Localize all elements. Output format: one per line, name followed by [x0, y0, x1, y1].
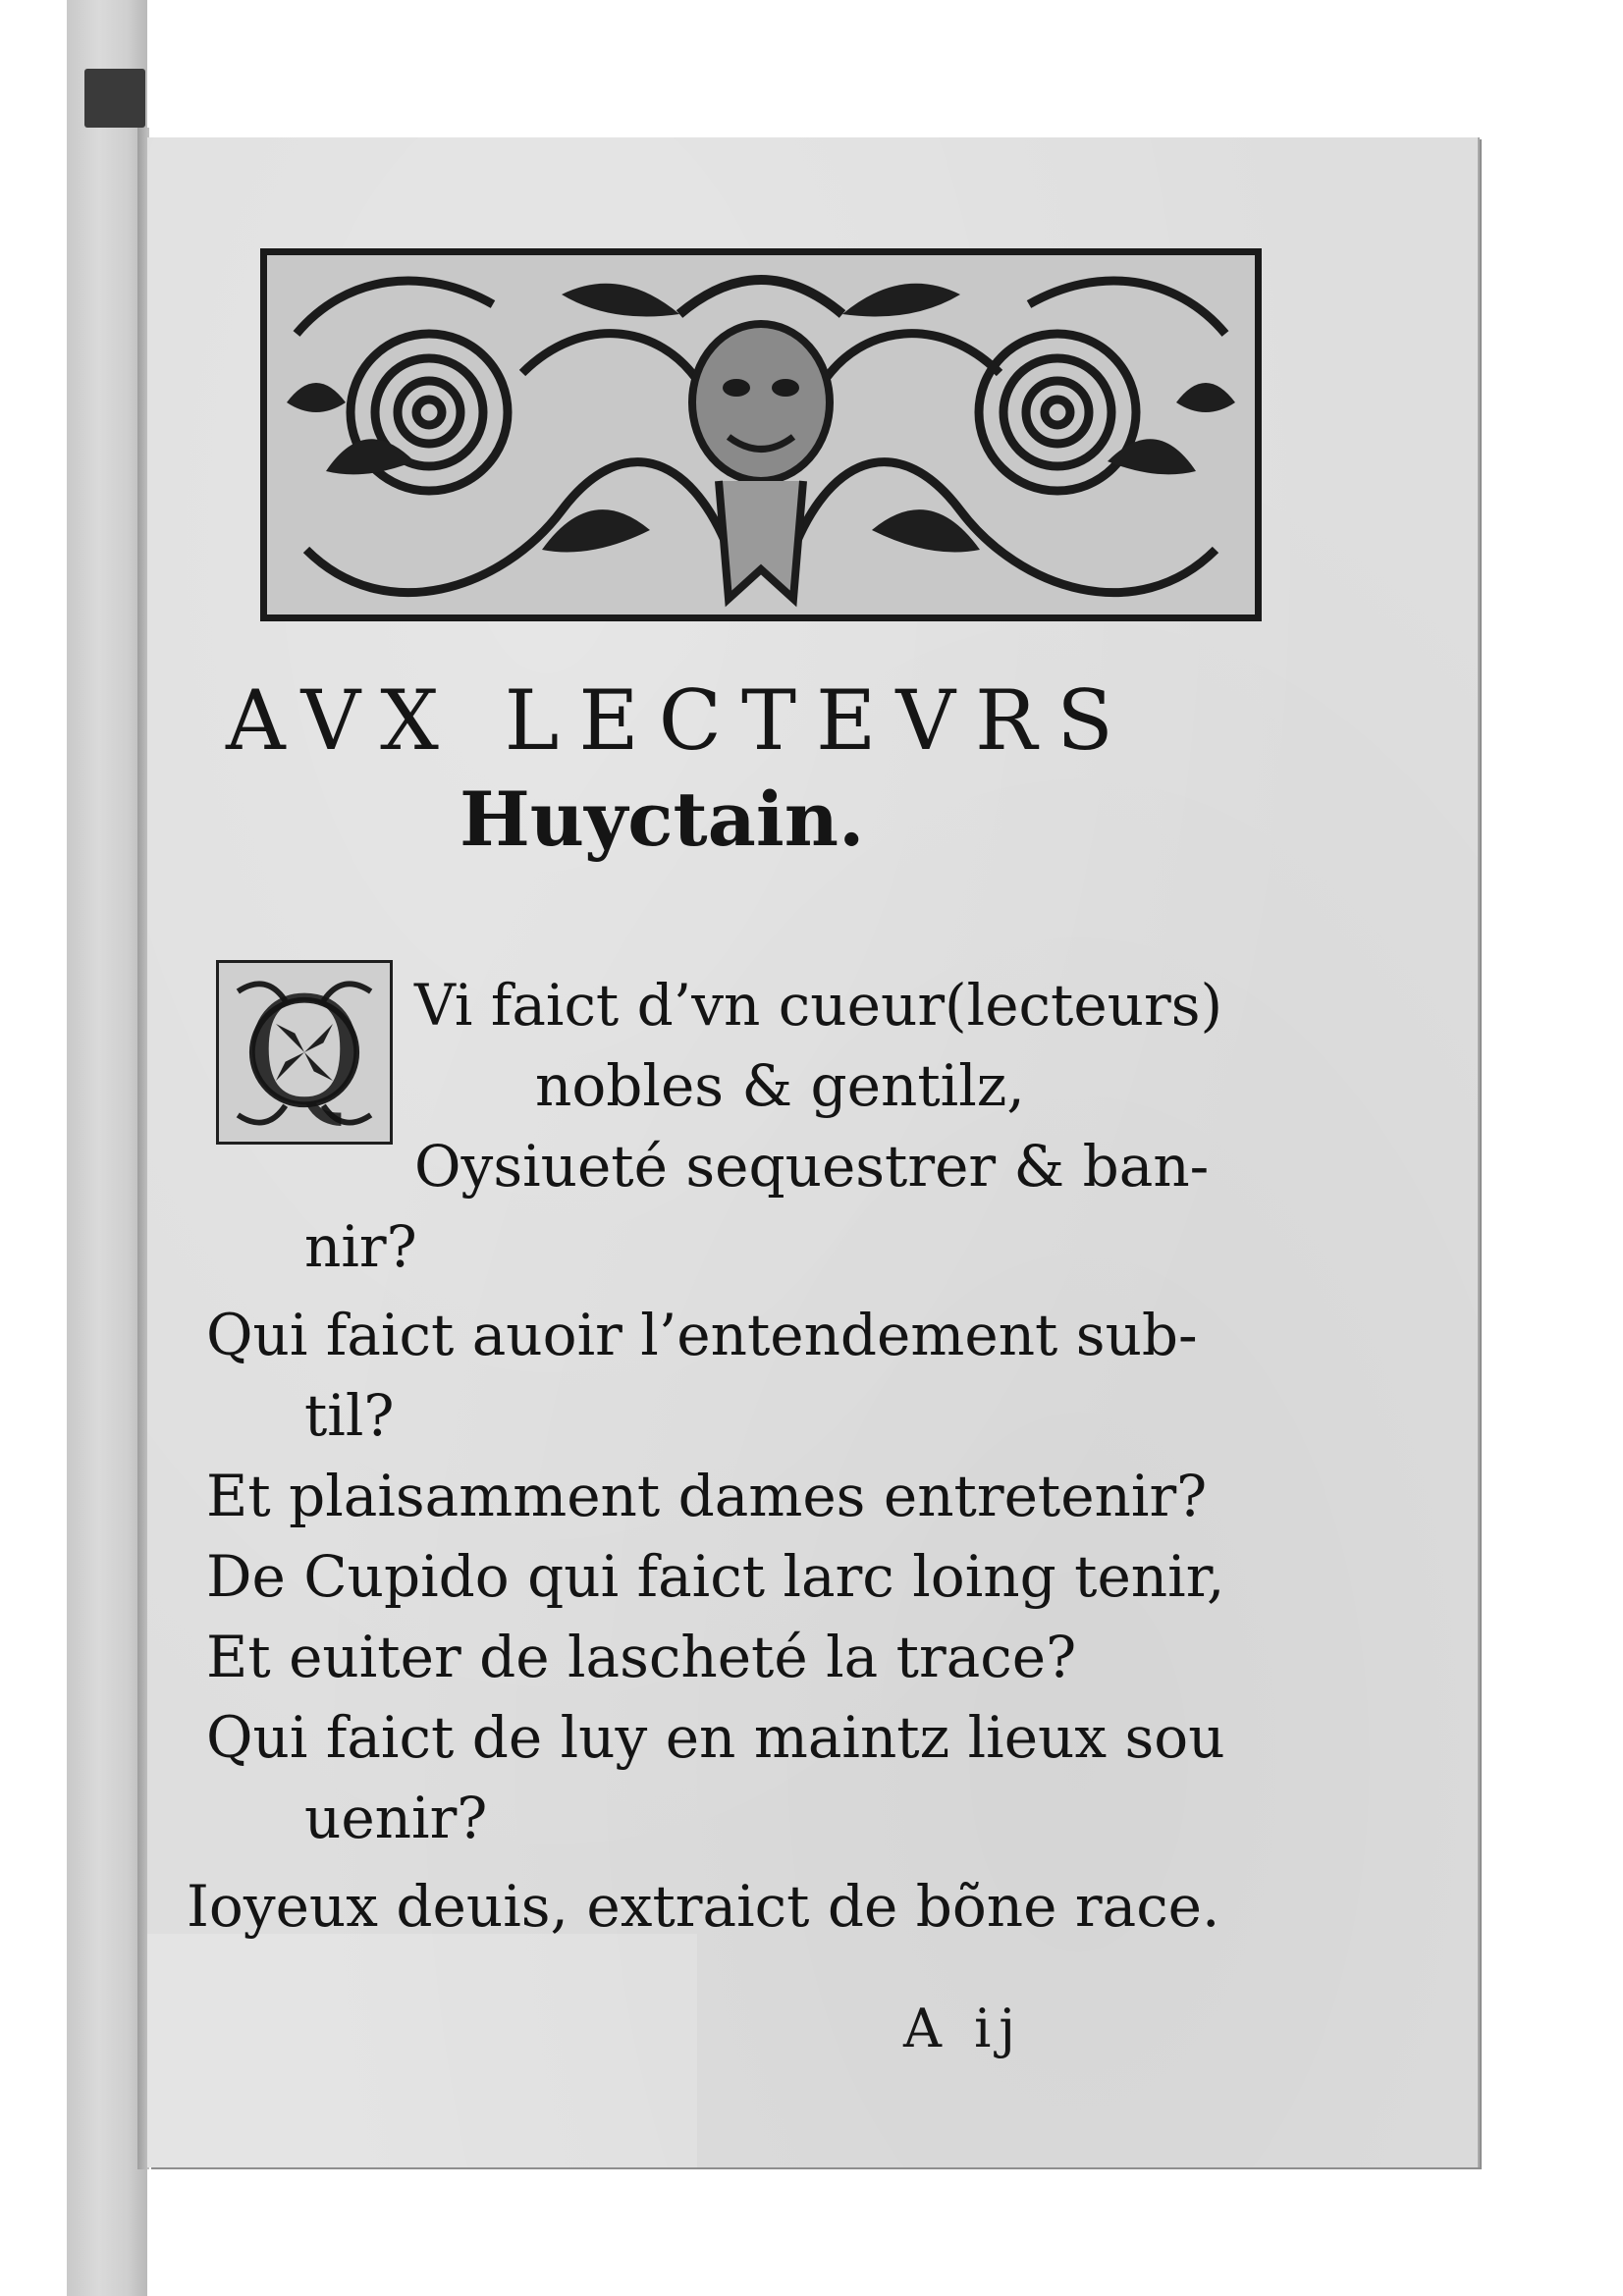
verse-line: Qui faict de luy en maintz lieux sou: [206, 1704, 1225, 1771]
verse-line: uenir?: [304, 1785, 488, 1851]
printed-page: [147, 137, 1478, 2167]
binding-edge: [67, 0, 147, 2296]
verse-line: Oysiueté sequestrer & ban-: [414, 1133, 1210, 1200]
drop-cap-letter: Q: [243, 967, 365, 1138]
paper-patch: [147, 1934, 697, 2167]
verse-line: til?: [304, 1382, 395, 1449]
page-title: AVX LECTEVRS: [226, 672, 1133, 769]
drop-cap-initial: [216, 960, 393, 1145]
verse-line: Et plaisamment dames entretenir?: [206, 1463, 1208, 1529]
verse-line: Ioyeux deuis, extraict de bõne race.: [187, 1873, 1220, 1940]
ornament-scroll-icon: [267, 255, 1255, 614]
verse-line: nobles & gentilz,: [535, 1052, 1025, 1119]
verse-line: Vi faict d’vn cueur(lecteurs): [414, 972, 1223, 1039]
signature-mark: A ij: [903, 1998, 1024, 2059]
verse-line: Et euiter de lascheté la trace?: [206, 1624, 1077, 1690]
verse-line: Qui faict auoir l’entendement sub-: [206, 1302, 1198, 1368]
verse-line: nir?: [304, 1213, 417, 1280]
woodcut-ornament: [260, 248, 1262, 621]
verse-line: De Cupido qui faict larc loing tenir,: [206, 1543, 1225, 1610]
page-subtitle: Huyctain.: [460, 775, 865, 863]
binding-cap: [84, 69, 145, 128]
